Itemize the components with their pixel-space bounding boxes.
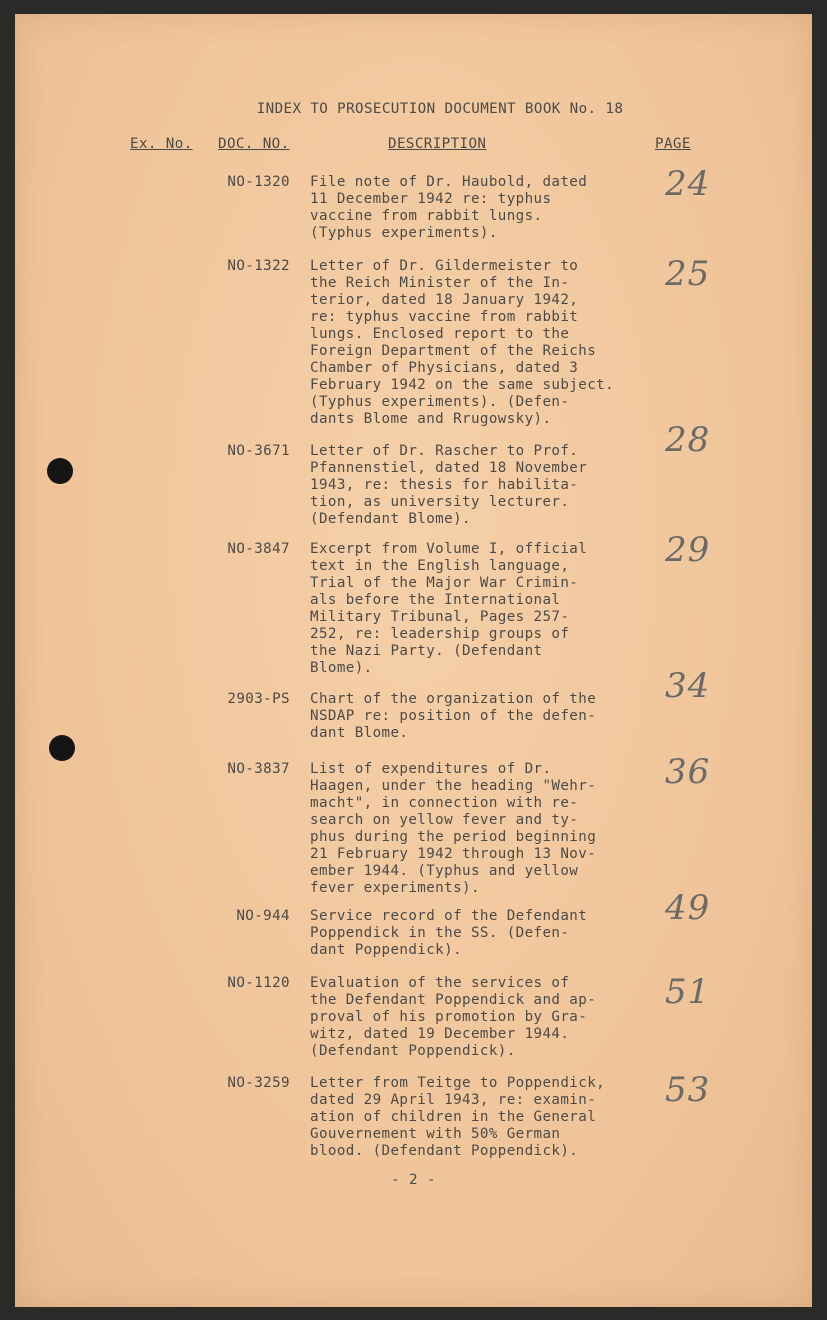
page-title: INDEX TO PROSECUTION DOCUMENT BOOK No. 18 xyxy=(256,101,624,117)
entry-description: Excerpt from Volume I, official text in the English language, Trial of the Major War Crimin- als before the International Military Tribunal, Pages 257- 252, re: leadership groups of the Nazi Party. (Defendant Blome). xyxy=(310,541,588,676)
entry-description: Letter of Dr. Gildermeister to the Reich Minister of the In- terior, dated 18 January 1942, re: typhus vaccine from rabbit lungs. Enclosed report to the Foreign Department of the Reichs Chamber of Physicians, dated 3 February 1942 on the same subject. (Typhus experiments). (Defen- dants Blome and Rrugowsky). xyxy=(310,258,615,427)
doc-number: NO-1120 xyxy=(227,975,290,991)
page-number: 36 xyxy=(665,752,711,792)
entry-description: Service record of the Defendant Poppendick in the SS. (Defen- dant Poppendick). xyxy=(310,908,588,958)
doc-number: NO-944 xyxy=(236,908,290,924)
entry-description: List of expenditures of Dr. Haagen, under the heading "Wehr- macht", in connection with re- search on yellow fever and ty- phus during the period beginning 21 February 1942 through 13 Nov- ember 1944. (Typhus and yellow fever experiments). xyxy=(310,761,597,896)
doc-number: NO-3837 xyxy=(227,761,290,777)
doc-number: 2903-PS xyxy=(227,691,290,707)
page-number: 53 xyxy=(665,1070,711,1110)
entry-description: Chart of the organization of the NSDAP re: position of the defen- dant Blome. xyxy=(310,691,597,741)
header-page: PAGE xyxy=(655,136,691,152)
page-number: 51 xyxy=(665,972,711,1012)
page-number: 49 xyxy=(665,888,711,928)
page-footer: - 2 - xyxy=(391,1172,436,1188)
entry-description: Letter of Dr. Rascher to Prof. Pfannenstiel, dated 18 November 1943, re: thesis for habilita- tion, as university lecturer. (Defendant Blome). xyxy=(310,443,588,527)
punch-hole xyxy=(49,735,75,761)
header-doc-no: DOC. NO. xyxy=(218,136,290,152)
page-number: 24 xyxy=(665,164,711,204)
page-number: 34 xyxy=(665,666,711,706)
page-number: 29 xyxy=(665,530,711,570)
header-description: DESCRIPTION xyxy=(388,136,487,152)
doc-number: NO-3847 xyxy=(227,541,290,557)
entry-description: File note of Dr. Haubold, dated 11 December 1942 re: typhus vaccine from rabbit lungs. (Typhus experiments). xyxy=(310,174,588,241)
punch-hole xyxy=(47,458,73,484)
page-number: 28 xyxy=(665,420,711,460)
doc-number: NO-3671 xyxy=(227,443,290,459)
header-ex-no: Ex. No. xyxy=(130,136,193,152)
doc-number: NO-3259 xyxy=(227,1075,290,1091)
page-number: 25 xyxy=(665,254,711,294)
entry-description: Evaluation of the services of the Defendant Poppendick and ap- proval of his promotion by Gra- witz, dated 19 December 1944. (Defendant Poppendick). xyxy=(310,975,597,1059)
doc-number: NO-1320 xyxy=(227,174,290,190)
entry-description: Letter from Teitge to Poppendick, dated 29 April 1943, re: examin- ation of children in the General Gouvernement with 50% German blood. (Defendant Poppendick). xyxy=(310,1075,606,1159)
doc-number: NO-1322 xyxy=(227,258,290,274)
